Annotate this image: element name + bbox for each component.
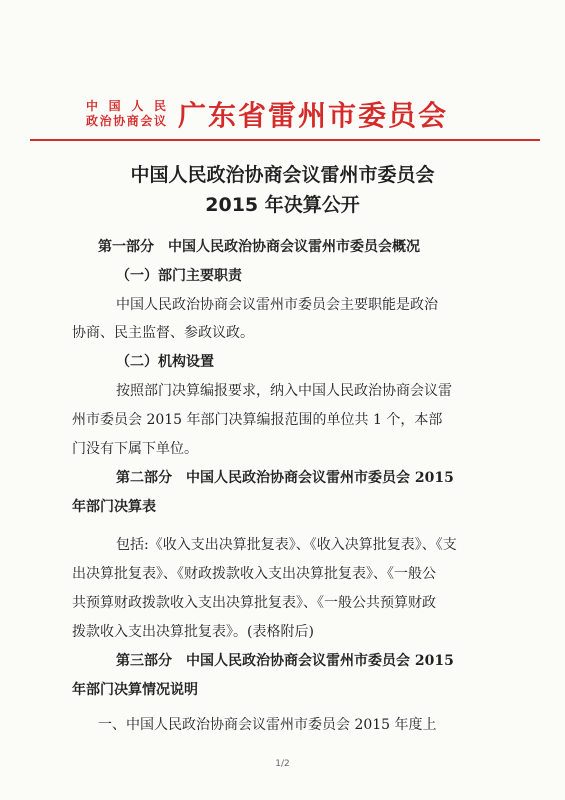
tables-list-line1: 包括:《收入支出决算批复表》、《收入决算批复表》、《支 <box>116 537 457 553</box>
section2-text-line2: 州市委员会 2015 年部门决算编报范围的单位共 1 个，本部 <box>72 412 443 428</box>
section1-heading: （一）部门主要职责 <box>116 268 242 284</box>
letterhead <box>0 94 565 140</box>
section2-text-line1: 按照部门决算编报要求，纳入中国人民政治协商会议雷 <box>116 383 452 399</box>
part2-heading-line1: 第二部分 中国人民政治协商会议雷州市委员会 2015 <box>116 470 454 486</box>
part1-heading: 第一部分 中国人民政治协商会议雷州市委员会概况 <box>98 239 420 255</box>
part3-heading-line2: 年部门决算情况说明 <box>72 682 198 698</box>
letterhead-small-line2: 政治协商会议 <box>86 114 166 128</box>
tables-list-line3: 共预算财政拨款收入支出决算批复表》、《一般公共预算财政 <box>72 595 436 611</box>
section2-text-line3: 门没有下属下单位。 <box>72 441 198 457</box>
part3-text-line1: 一、中国人民政治协商会议雷州市委员会 2015 年度上 <box>98 717 437 733</box>
document-title-line2: 2015 年决算公开 <box>205 194 360 216</box>
section2-heading: （二）机构设置 <box>116 354 214 370</box>
page-number: 1/2 <box>275 759 290 769</box>
tables-list-line4: 拨款收入支出决算批复表》。(表格附后) <box>72 624 314 640</box>
document-title-line1: 中国人民政治协商会议雷州市委员会 <box>130 164 435 186</box>
tables-list-line2: 出决算批复表》、《财政拨款收入支出决算批复表》、《一般公 <box>72 566 436 582</box>
section1-text-line1: 中国人民政治协商会议雷州市委员会主要职能是政治 <box>116 297 438 313</box>
letterhead-divider <box>30 139 540 141</box>
letterhead-org-small <box>86 99 166 129</box>
section1-text-line2: 协商、民主监督、参政议政。 <box>72 325 254 341</box>
part2-heading-line2: 年部门决算表 <box>72 499 156 515</box>
letterhead-small-line1: 中国人民 <box>86 99 166 113</box>
part3-heading-line1: 第三部分 中国人民政治协商会议雷州市委员会 2015 <box>116 653 454 669</box>
letterhead-org-big: 广东省雷州市委员会 <box>178 99 449 132</box>
